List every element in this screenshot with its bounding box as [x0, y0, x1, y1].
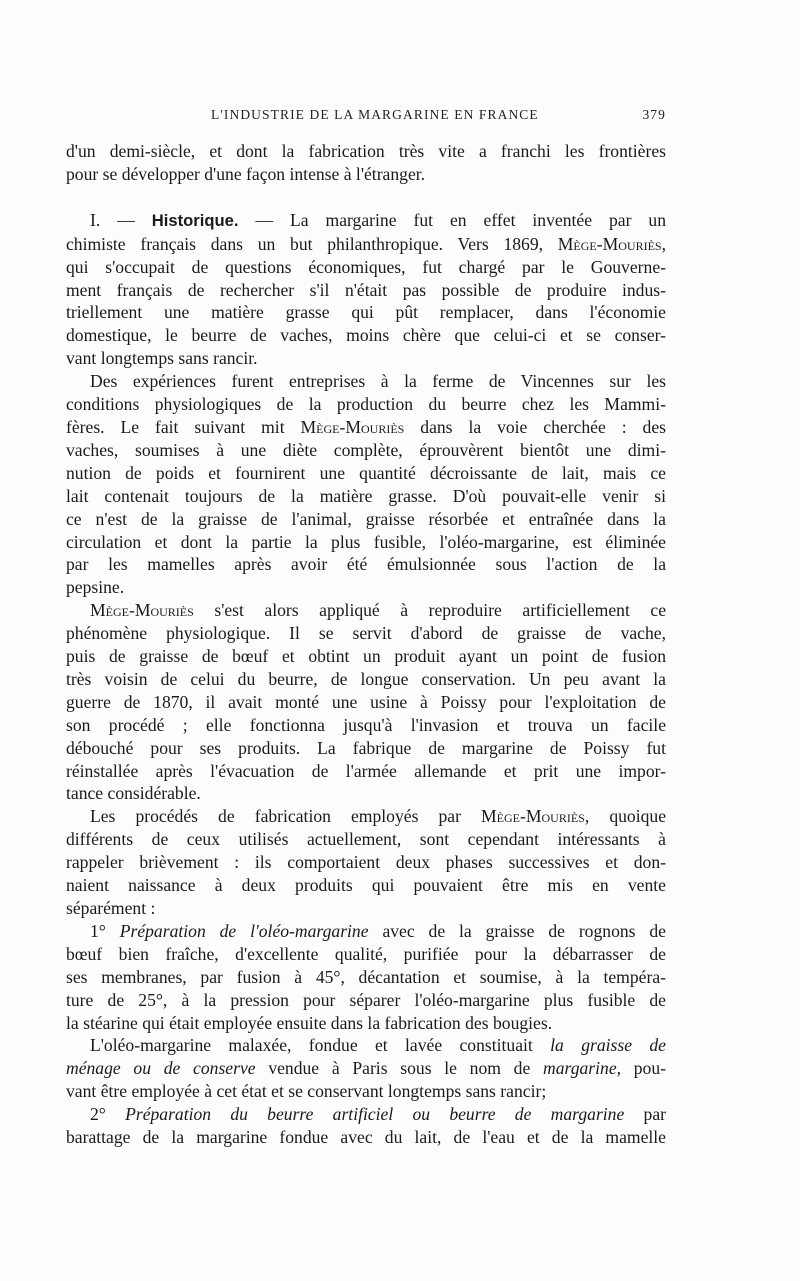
text-line: puis de graisse de bœuf et obtint un produit ayant un point de fusion [66, 646, 666, 667]
italic-term: Préparation du beurre artificiel ou beurre de margarine [125, 1104, 625, 1125]
text-fragment: L'oléo-margarine malaxée, fondue et lavée constituait [90, 1035, 533, 1056]
text-line: par les mamelles après avoir été émulsionnée sous l'action de la [66, 554, 666, 575]
text-line: différents de ceux utilisés actuellement, sont cependant intéressants à [66, 829, 666, 850]
text-line: domestique, le beurre de vaches, moins chère que celui-ci et se conser- [66, 325, 666, 346]
person-name: Mège-Mouriès [300, 416, 405, 437]
text-fragment: avec de la graisse de rognons de [382, 920, 666, 941]
text-fragment: pou- [633, 1058, 666, 1079]
text-line: pour se développer d'une façon intense à l'étranger. [66, 163, 426, 184]
text-line: Des expériences furent entreprises à la ferme de Vincennes sur les [90, 371, 666, 392]
text-line: vant longtemps sans rancir. [66, 348, 258, 369]
italic-term: la graisse de [550, 1035, 666, 1056]
list-number: 2° [90, 1104, 106, 1125]
text-fragment: Les procédés de fabrication employés par [90, 806, 461, 827]
text-line: d'un demi-siècle, et dont la fabrication très vite a franchi les frontières [66, 141, 666, 161]
paragraph-gap [66, 186, 666, 209]
text-line: ce n'est de la graisse de l'animal, graisse résorbée et entraînée dans la [66, 508, 666, 529]
text-fragment: s'est alors appliqué à reproduire artificiellement ce [214, 600, 666, 621]
italic-term: margarine, [543, 1058, 622, 1079]
text-line: naient naissance à deux produits qui pouvaient être mis en vente [66, 875, 666, 896]
text-line: qui s'occupait de questions économiques, fut chargé par le Gouverne- [66, 256, 666, 277]
text-fragment: fères. Le fait suivant mit [66, 416, 285, 437]
text-line: triellement une matière grasse qui pût remplacer, dans l'économie [66, 302, 666, 323]
person-name: Mège-Mouriès, [481, 806, 590, 827]
text-line: vant être employée à cet état et se conservant longtemps sans rancir; [66, 1081, 547, 1102]
running-header [66, 107, 666, 127]
text-line: débouché pour ses produits. La fabrique de margarine de Poissy fut [66, 737, 666, 758]
body-text [66, 140, 666, 1149]
person-name: Mège-Mouriès, [557, 233, 666, 254]
text-line: son procédé ; elle fonctionna jusqu'à l'invasion et trouva un facile [66, 714, 666, 735]
list-number: 1° [90, 920, 106, 941]
text-line: guerre de 1870, il avait monté une usine à Poissy pour l'exploitation de [66, 691, 666, 712]
text-line: lait contenait toujours de la matière grasse. D'où pouvait-elle venir si [66, 485, 666, 506]
text-line: nution de poids et fournirent une quantité décroissante de lait, mais ce [66, 462, 666, 483]
text-line: tance considérable. [66, 783, 201, 804]
text-line: pepsine. [66, 577, 125, 598]
italic-term: ménage ou de conserve [66, 1058, 256, 1079]
text-line: rappeler brièvement : ils comportaient deux phases successives et don- [66, 852, 666, 873]
section-heading-line [66, 209, 666, 233]
text-line [66, 599, 666, 622]
section-heading: Historique. [151, 210, 239, 230]
text-line: ment français de rechercher s'il n'était pas possible de produire indus- [66, 279, 666, 300]
text-line: la stéarine qui était employée ensuite dans la fabrication des bougies. [66, 1012, 553, 1033]
text-line: ses membranes, par fusion à 45°, décantation et soumise, à la tempéra- [66, 966, 666, 987]
text-line: phénomène physiologique. Il se servit d'abord de graisse de vache, [66, 623, 666, 644]
text-line: barattage de la margarine fondue avec du lait, de l'eau et de la mamelle [66, 1127, 666, 1148]
text-line [66, 1103, 666, 1126]
text-line: ture de 25°, à la pression pour séparer l'oléo-margarine plus fusible de [66, 989, 666, 1010]
text-line: bœuf bien fraîche, d'excellente qualité, purifiée pour la débarrasser de [66, 943, 666, 964]
text-line [66, 805, 666, 828]
text-fragment: vendue à Paris sous le nom de [268, 1058, 531, 1079]
text-line: vaches, soumises à une diète complète, éprouvèrent bientôt une dimi- [66, 439, 666, 460]
italic-term: Préparation de l'oléo-margarine [119, 920, 369, 941]
text-fragment: — La margarine fut en effet inventée par un [255, 209, 666, 230]
text-fragment: par [643, 1104, 666, 1125]
text-line: réinstallée après l'évacuation de l'armée allemande et prit une impor- [66, 760, 666, 781]
running-title: L'INDUSTRIE DE LA MARGARINE EN FRANCE [211, 107, 539, 122]
text-line [66, 416, 666, 439]
text-line: circulation et dont la partie la plus fusible, l'oléo-margarine, est éliminée [66, 531, 666, 552]
text-line: très voisin de celui du beurre, de longue conservation. Un peu avant la [66, 668, 666, 689]
text-fragment: dans la voie cherchée : des [420, 416, 666, 437]
section-number: I. — [90, 209, 135, 230]
text-line [66, 1057, 666, 1080]
page-number: 379 [642, 107, 666, 122]
text-fragment: chimiste français dans un but philanthropique. Vers 1869, [66, 233, 544, 254]
text-fragment: quoique [609, 806, 667, 827]
text-line: conditions physiologiques de la production du beurre chez les Mammi- [66, 394, 666, 415]
text-line: séparément : [66, 898, 156, 918]
person-name: Mège-Mouriès [90, 600, 194, 621]
text-line [66, 1034, 666, 1057]
text-line [66, 233, 666, 256]
text-line [66, 920, 666, 943]
